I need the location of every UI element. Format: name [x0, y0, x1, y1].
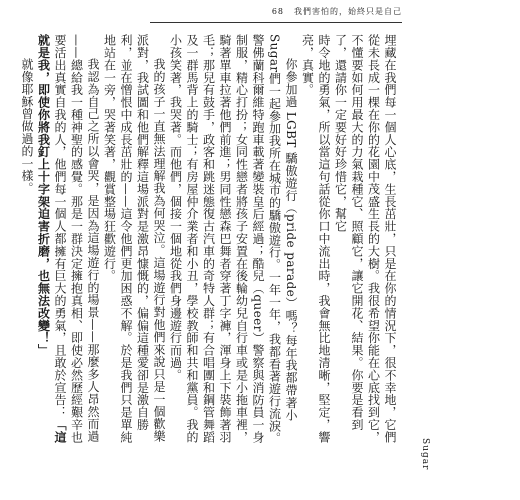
header-rule — [150, 22, 402, 23]
paragraph: 你參加過 LGBT 驕傲遊行（pride parade）嗎？每年我都帶著小Sugar們一起參加我所在城市的驕傲遊行。一年一年，我都看著遊行流淚。警佛蘭科爾維特跑車載著變裝皇后經過；酷兒（queer）警察與消防員一身制服，精心打扮；女同性戀者將孩子安置在後輪幼兒自行車或是小拖車裡，騎著單車拉著他們前進；男同性戀森巴舞者穿著丁字褲，渾身上下裝飾著羽毛；那兒有鼓手，政客和跳迷態復古汽車的奇特人群；有合唱團和鋼管舞蹈及一群馬背上的騎士；有房屋仲介業者和小丑，學校教師和共和黨員。我的小孩笑著，我哭著。而他們，個接一個地從我們身邊遊行而過。 — [168, 34, 298, 445]
paragraph: 埋藏在我們每一個人心底，生長茁壯，只是在你的情況下，很不幸地，它們從未長成一棵在你的花園中茂盛生長的大樹。我很希望你能在心底找到它，不懂要如何用最大的力氣栽種它、照顧它，讓它開花、結果。你要是看到了，還請你一定要好好珍惜它，幫它 — [333, 34, 397, 444]
paragraph: 我的孩子一直無法理解我為何哭泣。這場遊行對他們來說只是一個歡樂派對，我試圖和他們解釋這場派對是激昂慷慨的，偏偏這種愛卻是激自勝利，並在憎恨中成長茁壯的——這令他們更加困惑不解。於是我們只是單純地站在一旁，哭著笑著，觀賞整場狂歡遊行。 — [102, 34, 166, 444]
paragraph: 就像耶穌曾做過的一樣。 — [20, 58, 34, 195]
body-text — [20, 34, 398, 454]
emphasized-quote: 「這就是我，即使你將我釘上十字架迫害折磨，也無法改變！」 — [36, 34, 67, 444]
paragraph: 時令地的勇氣，所以當這句話從你口中流出時，我會無比地清晰，堅定，響亮，真實。 — [300, 34, 331, 444]
paragraph — [35, 34, 101, 454]
footer-label: Sugar — [420, 437, 430, 470]
page-number: 68 — [271, 7, 284, 16]
running-header — [272, 6, 402, 17]
chapter-title: 我們害怕的，始終只是自己 — [294, 7, 402, 16]
paragraph-text: 我認為自己之所以會哭，是因為這場遊行的場景——那麼多人昂然而過——總給我一種神聖的感覺。那是一群決定擁抱真相、即使必然歷經艱辛也要活出真實自我的人，他們每一個人都擁有巨大的勇氣，且敢於宣告： — [53, 34, 100, 444]
